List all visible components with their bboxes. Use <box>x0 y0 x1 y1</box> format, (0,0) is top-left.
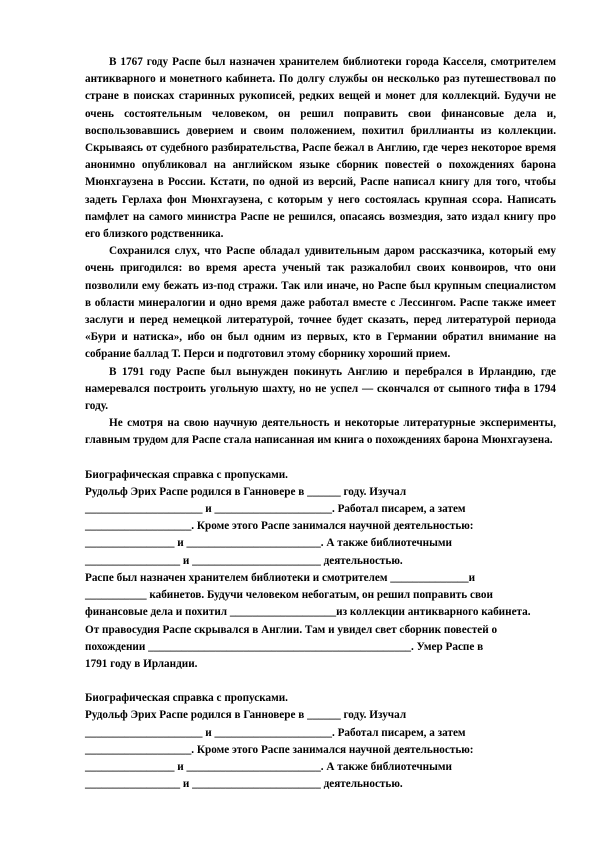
worksheet-2-line: _________________ и _______________________ деятельностью. <box>85 778 403 791</box>
worksheet-2 <box>85 690 556 793</box>
document-body <box>85 54 556 793</box>
worksheet-2-title: Биографическая справка с пропусками. <box>85 692 288 705</box>
worksheet-1-line: похождении _______________________________________________. Умер Распе в <box>85 640 484 653</box>
paragraph-2: Сохранился слух, что Распе обладал удивительным даром рассказчика, который ему очень пригодился: во время ареста ученый так разжалобил своих конвоиров, что они позволили ему бежать из-под стражи. Так или иначе, но Распе был крупным специалистом в области минералогии и одно время даже работал вместе с Лессингом. Распе также имеет заслуги и перед немецкой литературой, точнее будет сказать, перед литературой периода «Бури и натиска», ибо он был одним из первых, кто в Германии обратил внимание на собрание баллад Т. Перси и подготовил этому сборнику хороший прием. <box>85 245 556 361</box>
paragraph-3: В 1791 году Распе был вынужден покинуть Англию и перебрался в Ирландию, где намеревался построить угольную шахту, но не успел — скончался от сыпного тифа в 1794 году. <box>85 365 556 413</box>
worksheet-1-line: От правосудия Распе скрывался в Англии. Там и увидел свет сборник повестей о <box>85 623 498 636</box>
worksheet-1-line: ________________ и ________________________. А также библиотечными <box>85 537 452 550</box>
section-spacer <box>85 673 556 690</box>
worksheet-1 <box>85 467 556 673</box>
worksheet-2-line: _____________________ и _____________________. Работал писарем, а затем <box>85 726 466 739</box>
worksheet-1-line: Рудольф Эрих Распе родился в Ганновере в ______ году. Изучал <box>85 485 407 498</box>
paragraph-1: В 1767 году Распе был назначен хранителем библиотеки города Касселя, смотрителем антикварного и монетного кабинета. По долгу службы он несколько раз путешествовал по стране в поисках старинных рукописей, редких вещей и монет для коллекций. Будучи не очень состоятельным человеком, он решил поправить свои финансовые дела и, воспользовавшись доверием и своим положением, похитил бриллианты из коллекции. Скрываясь от судебного разбирательства, Распе бежал в Англию, где через некоторое время анонимно опубликовал на английском языке сборник повестей о похождениях барона Мюнхгаузена в России. Кстати, по одной из версий, Распе написал книгу для того, чтобы задеть Герлаха фон Мюнхгаузена, с которым у него состоялась крупная ссора. Написать памфлет на самого министра Распе не решился, опасаясь возмездия, зато издал книгу про его близкого родственника. <box>85 56 556 241</box>
section-spacer <box>85 450 556 467</box>
worksheet-1-line: _____________________ и _____________________. Работал писарем, а затем <box>85 503 466 516</box>
worksheet-1-line: ___________________. Кроме этого Распе занимался научной деятельностью: <box>85 520 474 533</box>
worksheet-1-line: _________________ и _______________________ деятельностью. <box>85 554 403 567</box>
worksheet-1-line: ___________ кабинетов. Будучи человеком небогатым, он решил поправить свои <box>85 589 493 602</box>
worksheet-1-line: 1791 году в Ирландии. <box>85 657 198 670</box>
worksheet-1-line: Распе был назначен хранителем библиотеки и смотрителем ______________и <box>85 571 476 584</box>
worksheet-2-line: ___________________. Кроме этого Распе занимался научной деятельностью: <box>85 743 474 756</box>
worksheet-2-line: Рудольф Эрих Распе родился в Ганновере в ______ году. Изучал <box>85 709 407 722</box>
worksheet-1-line: финансовые дела и похитил ___________________из коллекции антикварного кабинета. <box>85 606 531 619</box>
worksheet-2-line: ________________ и ________________________. А также библиотечными <box>85 760 452 773</box>
worksheet-1-title: Биографическая справка с пропусками. <box>85 468 288 481</box>
paragraph-4: Не смотря на свою научную деятельность и некоторые литературные эксперименты, главным трудом для Распе стала написанная им книга о похождениях барона Мюнхгаузена. <box>85 417 556 447</box>
